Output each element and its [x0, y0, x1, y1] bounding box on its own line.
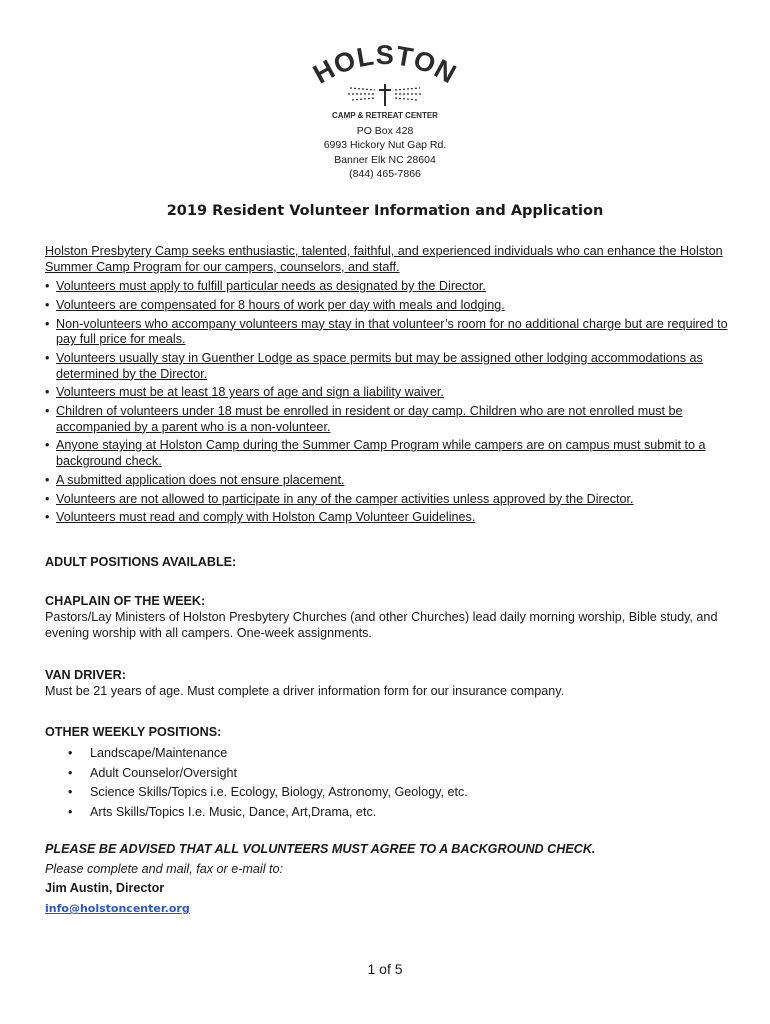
director-name: Jim Austin, Director — [45, 881, 165, 895]
cross-icon — [379, 84, 391, 106]
rule-text: Volunteers are compensated for 8 hours of work per day with meals and lodging. — [56, 297, 505, 312]
section-heading: ADULT POSITIONS AVAILABLE: — [45, 555, 237, 569]
bullet: • — [45, 472, 50, 487]
bullet: • — [68, 765, 73, 780]
list-item — [45, 438, 735, 469]
bullet: • — [68, 746, 73, 760]
rule-text: Non-volunteers who accompany volunteers may stay in that volunteer’s room for no additional charge but are required to pay full price for meals. — [56, 316, 728, 347]
bullet: • — [45, 279, 50, 293]
svg-text:HOLSTON — [308, 44, 462, 90]
rule-text: Volunteers are not allowed to participate in any of the camper activities unless approved by the Director. — [56, 491, 634, 506]
bullet: • — [45, 350, 50, 365]
position-text: Science Skills/Topics i.e. Ecology, Biology, Astronomy, Geology, etc. — [90, 785, 468, 800]
rule-text: Children of volunteers under 18 must be enrolled in resident or day camp. Children who are not enrolled must be accompanied by a parent who is a non-volunteer. — [56, 404, 683, 434]
position-text: Landscape/Maintenance — [90, 746, 228, 760]
bullet: • — [45, 510, 50, 525]
logo-subtitle: CAMP & RETREAT CENTER — [332, 111, 438, 120]
position-text: Adult Counselor/Oversight — [90, 765, 237, 780]
submission-instructions: Please complete and mail, fax or e-mail to: — [45, 862, 283, 876]
rule-text: Anyone staying at Holston Camp during the Summer Camp Program while campers are on campus must submit to a background check. — [56, 438, 706, 469]
bullet: • — [45, 438, 50, 453]
chaplain-section — [45, 593, 745, 641]
list-item — [45, 279, 735, 295]
list-item — [45, 317, 735, 348]
rule-text: Volunteers must read and comply with Holston Camp Volunteer Guidelines. — [56, 510, 476, 525]
background-check-notice: PLEASE BE ADVISED THAT ALL VOLUNTEERS MUST AGREE TO A BACKGROUND CHECK. — [45, 842, 596, 856]
list-item — [45, 298, 735, 314]
chaplain-heading: CHAPLAIN OF THE WEEK: — [45, 594, 206, 608]
email-link[interactable]: info@holstoncenter.org — [45, 902, 190, 915]
van-driver-section — [45, 667, 745, 699]
list-item — [45, 803, 745, 823]
list-item — [45, 744, 745, 764]
bullet: • — [45, 297, 50, 312]
bullet: • — [68, 804, 73, 819]
holston-logo — [300, 44, 470, 124]
page-number: 1 of 5 — [367, 961, 403, 977]
bullet: • — [45, 316, 50, 331]
van-driver-description: Must be 21 years of age. Must complete a driver information form for our insurance company. — [45, 684, 565, 698]
intro-paragraph: Holston Presbytery Camp seeks enthusiastic, talented, faithful, and experienced individuals who can enhance the Holston Summer Camp Program for our campers, counselors, and staff. — [45, 244, 723, 274]
list-item — [45, 385, 735, 401]
bullet: • — [45, 404, 50, 419]
rule-text: Volunteers must be at least 18 years of age and sign a liability waiver. — [56, 385, 444, 400]
list-item — [45, 510, 735, 526]
list-item — [45, 764, 745, 784]
van-driver-heading: VAN DRIVER: — [45, 668, 126, 682]
bullet: • — [45, 491, 50, 506]
list-item — [45, 492, 735, 508]
address-line: Banner Elk NC 28604 — [334, 153, 436, 166]
page-title: 2019 Resident Volunteer Information and Application — [166, 203, 604, 219]
bullet: • — [68, 785, 73, 800]
rule-text: Volunteers usually stay in Guenther Lodge as space permits but may be assigned other lodging accommodations as determined by the Director. — [56, 350, 703, 381]
chaplain-description: Pastors/Lay Ministers of Holston Presbytery Churches (and other Churches) lead daily morning worship, Bible study, and evening worship with all campers. One-week assignments. — [45, 610, 718, 640]
positions-list — [45, 744, 745, 822]
list-item — [45, 404, 735, 435]
list-item — [45, 351, 735, 382]
bullet: • — [45, 385, 50, 400]
position-text: Arts Skills/Topics I.e. Music, Dance, Art,Drama, etc. — [90, 804, 377, 819]
volunteer-rules-list — [45, 279, 735, 529]
adult-positions-heading — [45, 554, 745, 570]
mailing-address — [0, 124, 770, 181]
rule-text: A submitted application does not ensure placement. — [56, 472, 345, 487]
logo-text: HOLSTON — [308, 44, 462, 90]
address-line: 6993 Hickory Nut Gap Rd. — [323, 139, 447, 152]
list-item — [45, 473, 735, 489]
list-item — [45, 783, 745, 803]
address-line: PO Box 428 — [356, 125, 414, 137]
phone-number: (844) 465-7866 — [349, 167, 421, 180]
rule-text: Volunteers must apply to fulfill particular needs as designated by the Director. — [56, 279, 486, 293]
other-positions-section — [45, 724, 745, 822]
other-positions-heading: OTHER WEEKLY POSITIONS: — [45, 725, 222, 739]
